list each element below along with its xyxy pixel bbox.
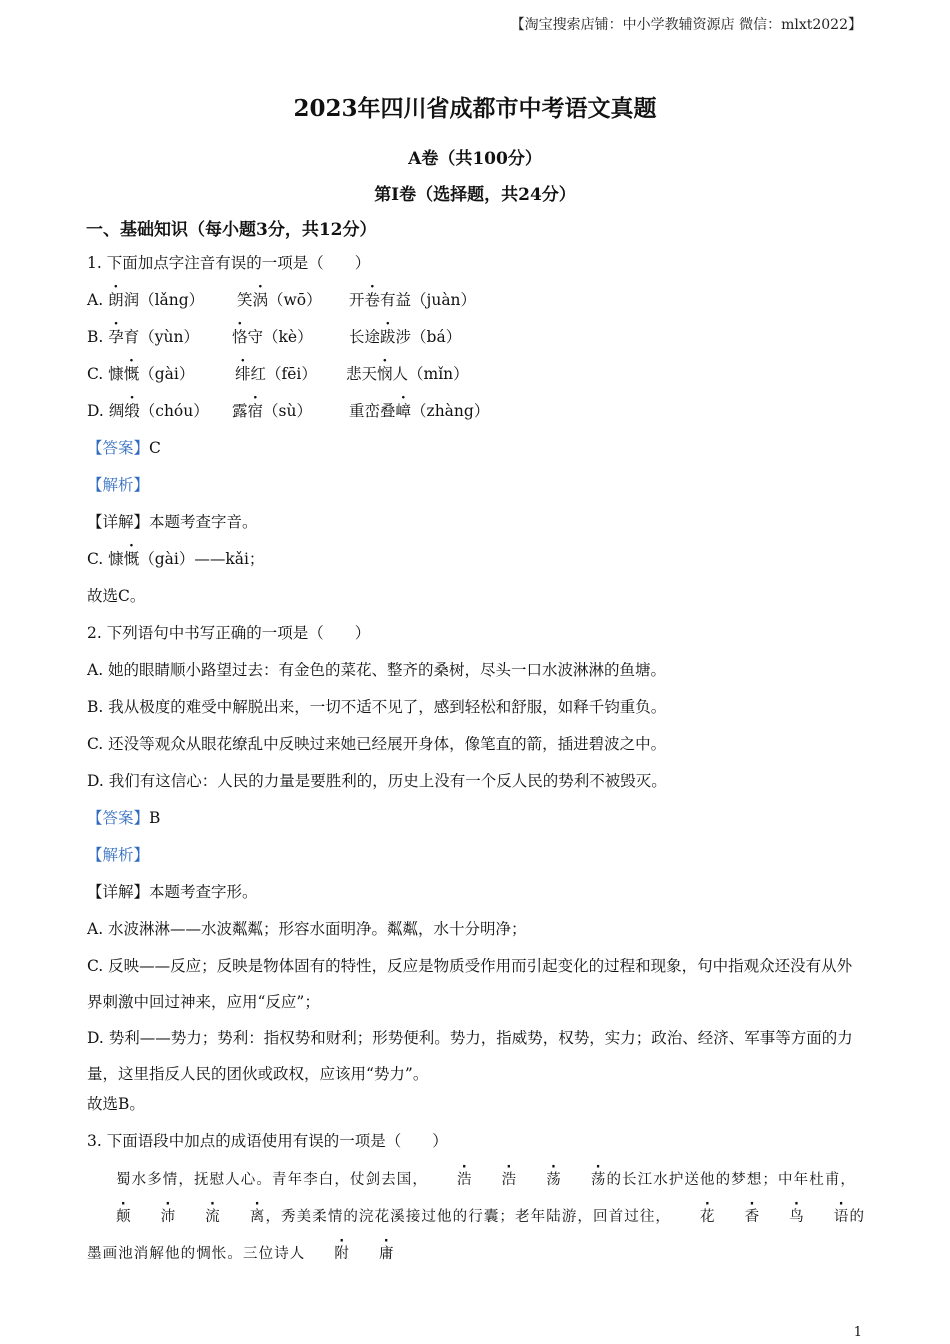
page-number: 1 bbox=[853, 1325, 862, 1340]
question-2-answer: 【答案】B bbox=[87, 809, 161, 827]
part-heading: 一、基础知识（每小题3分，共12分） bbox=[86, 220, 377, 240]
question-2-conclusion: 故选B。 bbox=[87, 1095, 145, 1113]
header-watermark: 【淘宝搜索店铺：中小学教辅资源店 微信：mlxt2022】 bbox=[510, 17, 862, 33]
question-2-explain-a: A. 水波淋淋——水波粼粼；形容水面明净。粼粼，水十分明净； bbox=[87, 920, 527, 938]
content bbox=[87, 251, 867, 1273]
question-1-option-b: B. 孕育（yùn） 恪守（kè） 长途跋涉（bá） bbox=[87, 328, 462, 346]
question-2-option-b: B. 我从极度的难受中解脱出来，一切不适不见了，感到轻松和舒服，如释千钧重负。 bbox=[87, 698, 667, 716]
question-2-stem: 2. 下列语句中书写正确的一项是（ ） bbox=[87, 624, 371, 642]
question-2-option-d: D. 我们有这信心：人民的力量是要胜利的，历史上没有一个反人民的势利不被毁灭。 bbox=[87, 772, 667, 790]
question-2-detail: 【详解】本题考查字形。 bbox=[87, 883, 258, 901]
page-title: 2023年四川省成都市中考语文真题 bbox=[293, 95, 657, 122]
question-2-analysis-label: 【解析】 bbox=[87, 846, 150, 864]
question-1-conclusion: 故选C。 bbox=[87, 587, 146, 605]
question-3-passage: 蜀水多情，抚慰人心。青年李白，仗剑去国， 浩 浩 荡 荡的长江水护送他的梦想；中年杜甫，颠 沛 流 离，秀美柔情的浣花溪接过他的行囊；老年陆游，回首过往， 花 香 鸟 语的墨画池消解他的惆怅。三位诗人 附 庸 bbox=[87, 1172, 866, 1262]
question-1-detail: 【详解】本题考查字音。 bbox=[87, 513, 258, 531]
paper-subtitle: A卷（共100分） bbox=[408, 149, 542, 169]
question-1-analysis-label: 【解析】 bbox=[87, 476, 150, 494]
question-1-option-a: A. 朗润（lǎng） 笑涡（wō） 开卷有益（juàn） bbox=[87, 291, 477, 309]
question-2-explain-d: D. 势利——势力；势利：指权势和财利；形势便利。势力，指威势，权势，实力；政治、经济、军事等方面的力量，这里指反人民的团伙或政权，应该用“势力”。 bbox=[87, 1029, 853, 1083]
question-3-stem: 3. 下面语段中加点的成语使用有误的一项是（ ） bbox=[87, 1132, 448, 1150]
question-2-option-a: A. 她的眼睛顺小路望过去：有金色的菜花、整齐的桑树，尽头一口水波淋淋的鱼塘。 bbox=[87, 661, 667, 679]
question-2-explain-c: C. 反映——反应；反映是物体固有的特性，反应是物质受作用而引起变化的过程和现象，句中指观众还没有从外界刺激中回过神来，应用“反应”； bbox=[87, 957, 853, 1011]
question-1-explain: C. 慷慨（gài）——kǎi； bbox=[87, 550, 265, 568]
question-2-option-c: C. 还没等观众从眼花缭乱中反映过来她已经展开身体，像笔直的箭，插进碧波之中。 bbox=[87, 735, 667, 753]
question-1-option-c: C. 慷慨（gài） 绯红（fēi） 悲天悯人（mǐn） bbox=[87, 365, 469, 383]
question-1-option-d: D. 绸缎（chóu） 露宿（sù） 重峦叠嶂（zhàng） bbox=[87, 402, 490, 420]
question-1-stem: 1. 下面加点字注音有误的一项是（ ） bbox=[87, 254, 371, 272]
section-subtitle: 第Ⅰ卷（选择题，共24分） bbox=[374, 185, 576, 205]
question-1-answer: 【答案】C bbox=[87, 439, 161, 457]
